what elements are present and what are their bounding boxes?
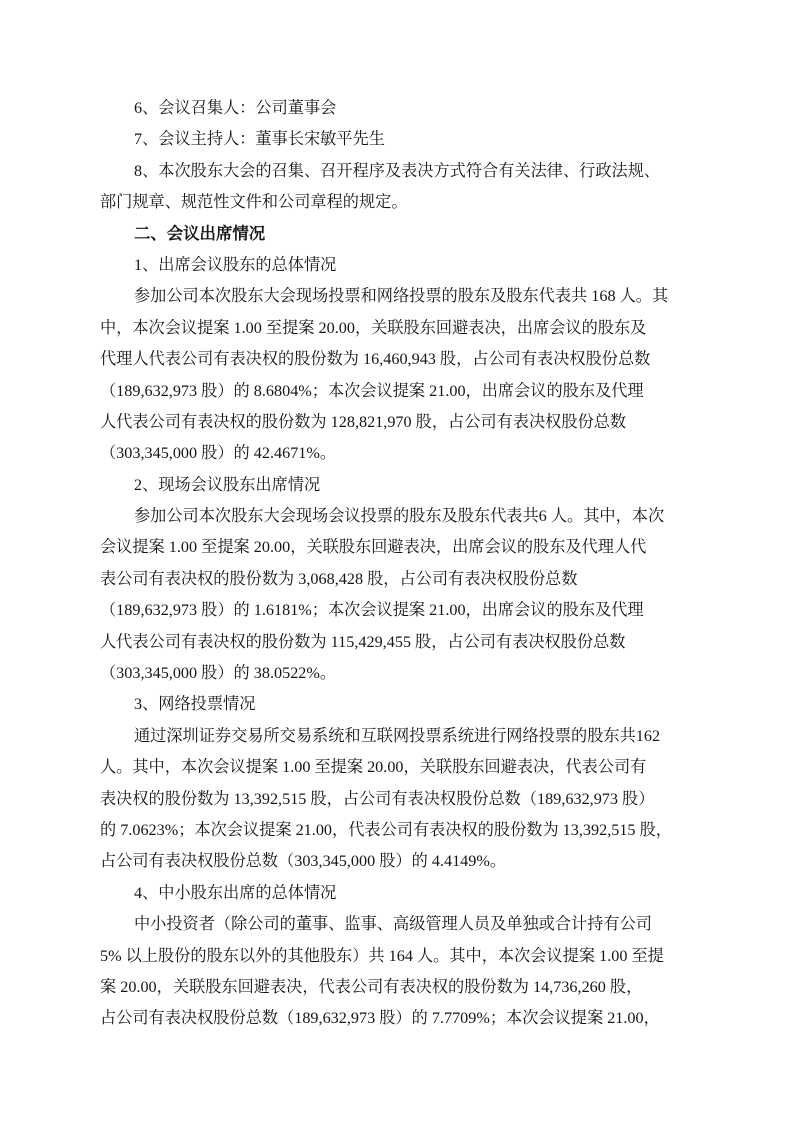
text-line: 表公司有表决权的股份数为 3,068,428 股，占公司有表决权股份总数 — [100, 569, 578, 588]
text-line: 会议提案 1.00 至提案 20.00，关联股东回避表决，出席会议的股东及代理人代 — [100, 538, 647, 557]
text-line: （189,632,973 股）的 1.6181%；本次会议提案 21.00，出席会议的股东及代理 — [100, 601, 644, 620]
text-line: 案 20.00，关联股东回避表决，代表公司有表决权的股份数为 14,736,260 股， — [100, 977, 643, 996]
text-line: 人代表公司有表决权的股份数为 115,429,455 股，占公司有表决权股份总数 — [100, 632, 626, 651]
text-line: 2、现场会议股东出席情况 — [134, 475, 321, 494]
text-line: 参加公司本次股东大会现场会议投票的股东及股东代表共6 人。其中，本次 — [134, 507, 665, 526]
text-line: 中，本次会议提案 1.00 至提案 20.00，关联股东回避表决，出席会议的股东及 — [100, 318, 647, 337]
text-line: （189,632,973 股）的 8.6804%；本次会议提案 21.00，出席会议的股东及代理 — [100, 381, 644, 400]
text-line: 7、会议主持人：董事长宋敏平先生 — [134, 130, 385, 149]
section-heading-line: 二、会议出席情况 — [134, 224, 266, 243]
text-line: 人代表公司有表决权的股份数为 128,821,970 股，占公司有表决权股份总数 — [100, 412, 627, 431]
text-line: 通过深圳证券交易所交易系统和互联网投票系统进行网络投票的股东共162 — [134, 726, 661, 745]
text-line: （303,345,000 股）的 42.4671%。 — [100, 444, 337, 463]
text-line: （303,345,000 股）的 38.0522%。 — [100, 664, 337, 683]
document-body — [100, 93, 696, 1035]
text-line: 的 7.0623%；本次会议提案 21.00，代表公司有表决权的股份数为 13,392,515 股， — [100, 820, 672, 839]
text-line: 中小投资者（除公司的董事、监事、高级管理人员及单独或合计持有公司 — [134, 915, 652, 934]
text-line: 代理人代表公司有表决权的股份数为 16,460,943 股，占公司有表决权股份总数 — [100, 350, 651, 369]
text-line: 8、本次股东大会的召集、召开程序及表决方式符合有关法律、行政法规、 — [134, 161, 661, 180]
text-line: 4、中小股东出席的总体情况 — [134, 883, 337, 902]
text-line: 人。其中，本次会议提案 1.00 至提案 20.00，关联股东回避表决，代表公司有 — [100, 758, 647, 777]
text-line: 6、会议召集人：公司董事会 — [134, 99, 337, 117]
text-line: 表决权的股份数为 13,392,515 股，占公司有表决权股份总数（189,632,973 股） — [100, 789, 655, 808]
text-line: 3、网络投票情况 — [134, 695, 256, 714]
text-line: 部门规章、规范性文件和公司章程的规定。 — [100, 193, 408, 212]
text-line: 1、出席会议股东的总体情况 — [134, 255, 337, 274]
text-line: 占公司有表决权股份总数（189,632,973 股）的 7.7709%；本次会议提案 21.00， — [100, 1009, 660, 1028]
text-line: 占公司有表决权股份总数（303,345,000 股）的 4.4149%。 — [100, 852, 507, 871]
text-line: 参加公司本次股东大会现场投票和网络投票的股东及股东代表共 168 人。其 — [134, 287, 669, 306]
text-line: 5% 以上股份的股东以外的其他股东）共 164 人。其中，本次会议提案 1.00 至提 — [100, 946, 664, 965]
